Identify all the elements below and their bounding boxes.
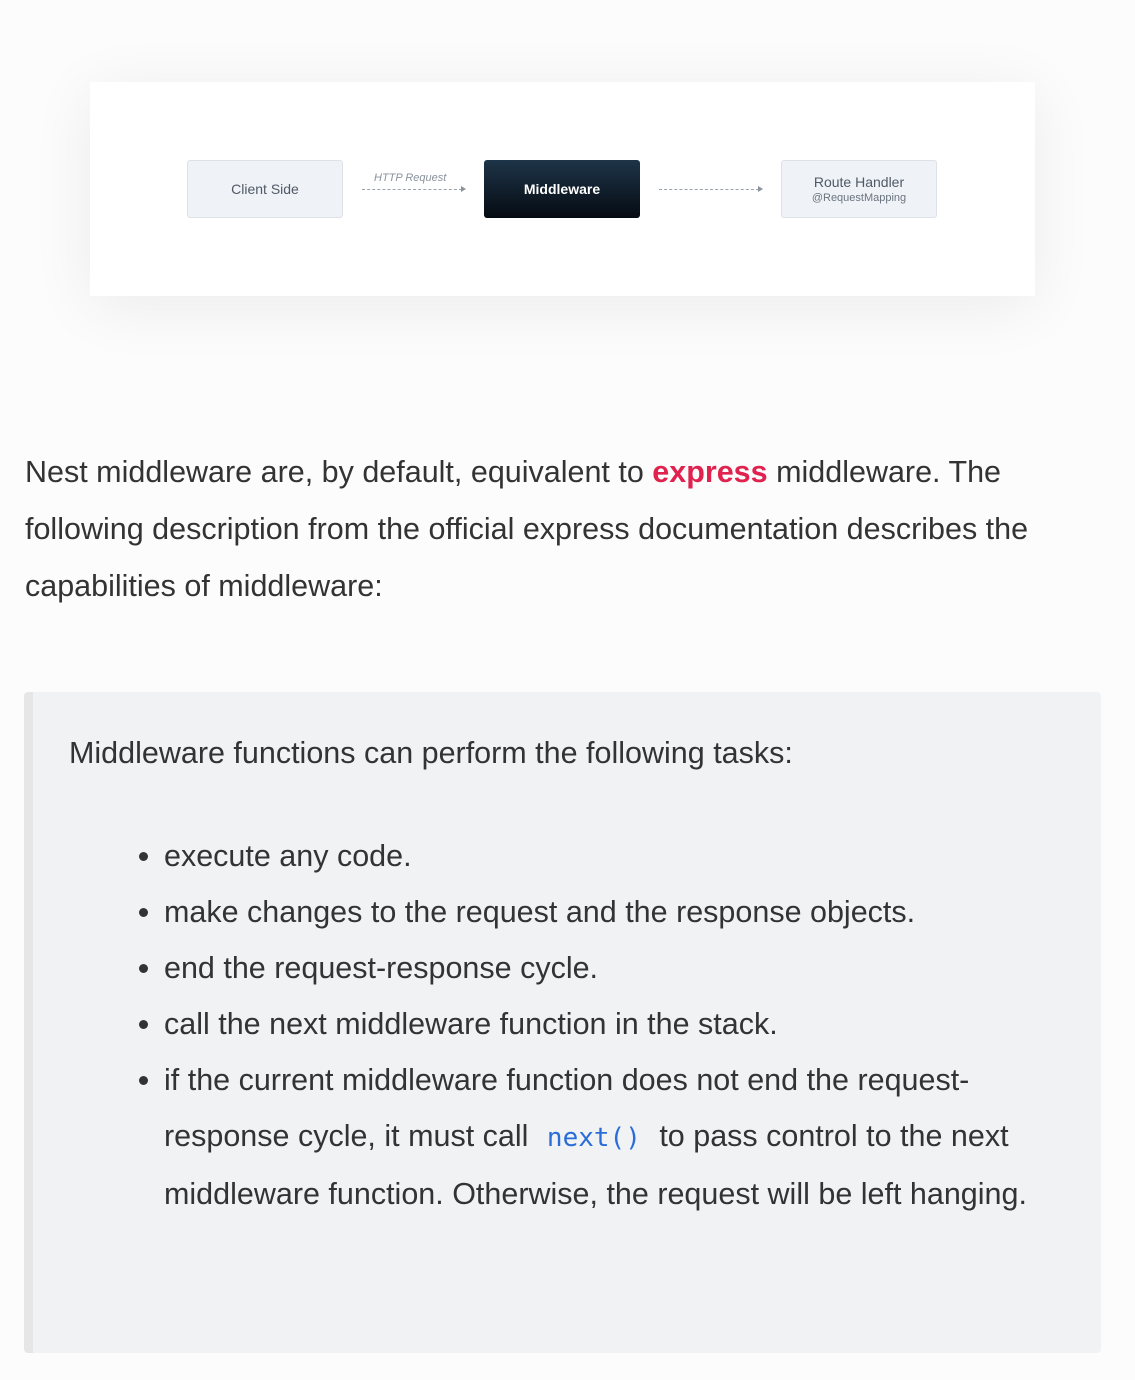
- express-link[interactable]: express: [652, 455, 768, 489]
- middleware-box: [484, 160, 640, 218]
- intro-paragraph: [25, 444, 1105, 615]
- arrow-icon: [659, 189, 759, 190]
- route-handler-sub: @RequestMapping: [811, 192, 907, 204]
- intro-text: Nest middleware are, by default, equivalent to: [25, 455, 653, 489]
- http-request-label: HTTP Request: [374, 172, 447, 184]
- list-text: if the current middleware function does not end the request-response cycle, it must call: [164, 1063, 970, 1153]
- list-item: [164, 1052, 1044, 1222]
- quote-title: Middleware functions can perform the following tasks:: [69, 736, 793, 770]
- task-list: [128, 828, 1044, 1222]
- list-text: to pass control to the next middleware function. Otherwise, the request will be left hanging.: [164, 1119, 1027, 1211]
- blockquote: [24, 692, 1101, 1353]
- client-side-label: Client Side: [231, 181, 299, 197]
- middleware-label: Middleware: [523, 181, 601, 197]
- list-item: • end the request-response cycle.: [164, 940, 1044, 996]
- client-side-box: [187, 160, 343, 218]
- list-item: • execute any code.: [164, 828, 1044, 884]
- intro-text: middleware. The following description from the official express documentation describes the capabilities of middleware:: [25, 455, 1029, 603]
- route-handler-label: Route Handler: [813, 174, 905, 190]
- middleware-diagram: [90, 82, 1035, 296]
- route-handler-box: [781, 160, 937, 218]
- arrow-icon: [362, 189, 462, 190]
- next-code: next(): [546, 1123, 641, 1153]
- list-item: • make changes to the request and the response objects.: [164, 884, 1044, 940]
- list-item: • call the next middleware function in the stack.: [164, 996, 1044, 1052]
